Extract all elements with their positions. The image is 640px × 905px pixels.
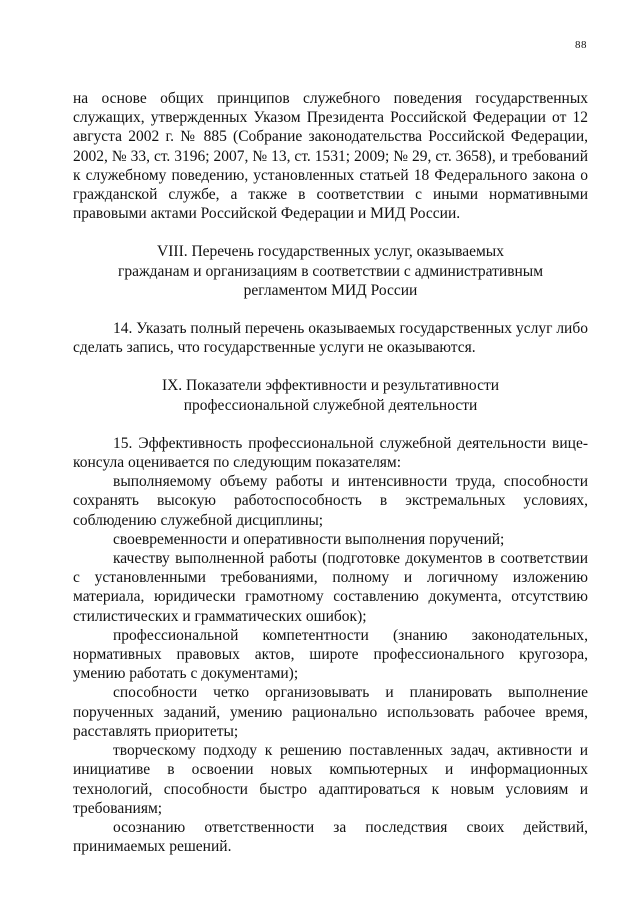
paragraph-14: 14. Указать полный перечень оказываемых государственных услуг либо сделать запись, что государственные услуги не оказываются. — [73, 320, 588, 357]
indicator-item-5: способности четко организовывать и планировать выполнение порученных заданий, умению рационально использовать рабочее время, расставлять приоритеты; — [73, 684, 588, 740]
section-9-heading: IX. Показатели эффективности и результативности профессиональной служебной деятельности — [161, 377, 500, 414]
section-8-heading: VIII. Перечень государственных услуг, оказываемых гражданам и организациям в соответствии с административным регламентом МИД России — [117, 243, 544, 299]
paragraph-15: 15. Эффективность профессиональной служебной деятельности вице-консула оценивается по следующим показателям: — [73, 434, 588, 472]
indicator-item-6: творческому подходу к решению поставленных задач, активности и инициативе в освоении новых компьютерных и информационных технологий, способности быстро адаптироваться к новым условиям и требованиям; — [73, 742, 588, 817]
intro-paragraph: на основе общих принципов служебного поведения государственных служащих, утвержденных Указом Президента Российской Федерации от 12 августа 2002 г. № 885 (Собрание законодательства Российской Федерации, 2002, № 33, ст. 3196; 2007, № 13, ст. 1531; 2009; № 29, ст. 3658), и требований к служебному поведению, установленных статьей 18 Федерального закона о гражданской службе, а также в соответствии с иными нормативными правовыми актами Российской Федерации и МИД России. — [73, 90, 588, 223]
indicator-item-4: профессиональной компетентности (знанию законодательных, нормативных правовых актов, широте профессионального кругозора, умению работать с документами); — [73, 626, 588, 683]
indicator-item-3: качеству выполненной работы (подготовке документов в соответствии с установленными требованиями, полному и логичному изложению материала, юридически грамотному составлению документа, отсутствию стилистических и грамматических ошибок); — [73, 550, 588, 625]
page-number: 88 — [575, 39, 587, 51]
indicator-item-7: осознанию ответственности за последствия своих действий, принимаемых решений. — [73, 818, 588, 856]
indicator-item-1: выполняемому объему работы и интенсивности труда, способности сохранять высокую работоспособность в экстремальных условиях, соблюдению служебной дисциплины; — [73, 473, 588, 529]
indicator-item-2: своевременности и оперативности выполнения поручений; — [113, 530, 505, 548]
